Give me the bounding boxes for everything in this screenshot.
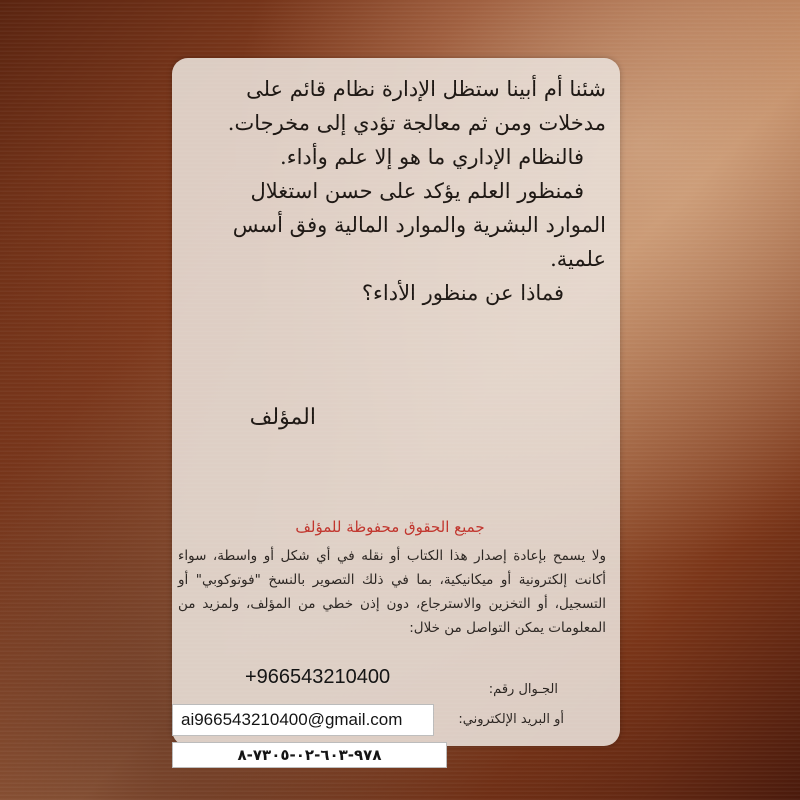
preface-line: علمية. (550, 247, 606, 271)
preface-line: فماذا عن منظور الأداء؟ (361, 281, 564, 305)
rights-title: جميع الحقوق محفوظة للمؤلف (295, 518, 485, 536)
rights-notice: ولا يسمح بإعادة إصدار هذا الكتاب أو نقله في أي شكل أو واسطة، سواء أكانت إلكترونية أو ميكانيكية، بما في ذلك التصوير بالنسخ "فوتوكوبي" أو التسجيل، أو التخزين والاسترجاع، دون إذن خطي من المؤلف، ولمزيد من المعلومات يمكن التواصل من خلال: (178, 548, 606, 636)
email-address: ai966543210400@gmail.com (172, 704, 434, 736)
phone-number: +966543210400 (245, 666, 391, 688)
author-signature: المؤلف (249, 405, 316, 430)
isbn-number: ٩٧٨-٦٠٣-٠٢-٧٣٠٥-٨ (172, 742, 447, 768)
preface-line: فالنظام الإداري ما هو إلا علم وأداء. (280, 145, 584, 169)
email-label: أو البريد الإلكتروني: (458, 712, 564, 727)
preface-line: الموارد البشرية والموارد المالية وفق أسس (232, 213, 606, 237)
preface-line: مدخلات ومن ثم معالجة تؤدي إلى مخرجات. (227, 111, 606, 135)
preface-text (178, 72, 606, 310)
preface-line: شئنا أم أبينا ستظل الإدارة نظام قائم على (246, 77, 606, 101)
preface-line: فمنظور العلم يؤكد على حسن استغلال (250, 179, 584, 203)
phone-label: الجـوال رقم: (488, 682, 558, 697)
